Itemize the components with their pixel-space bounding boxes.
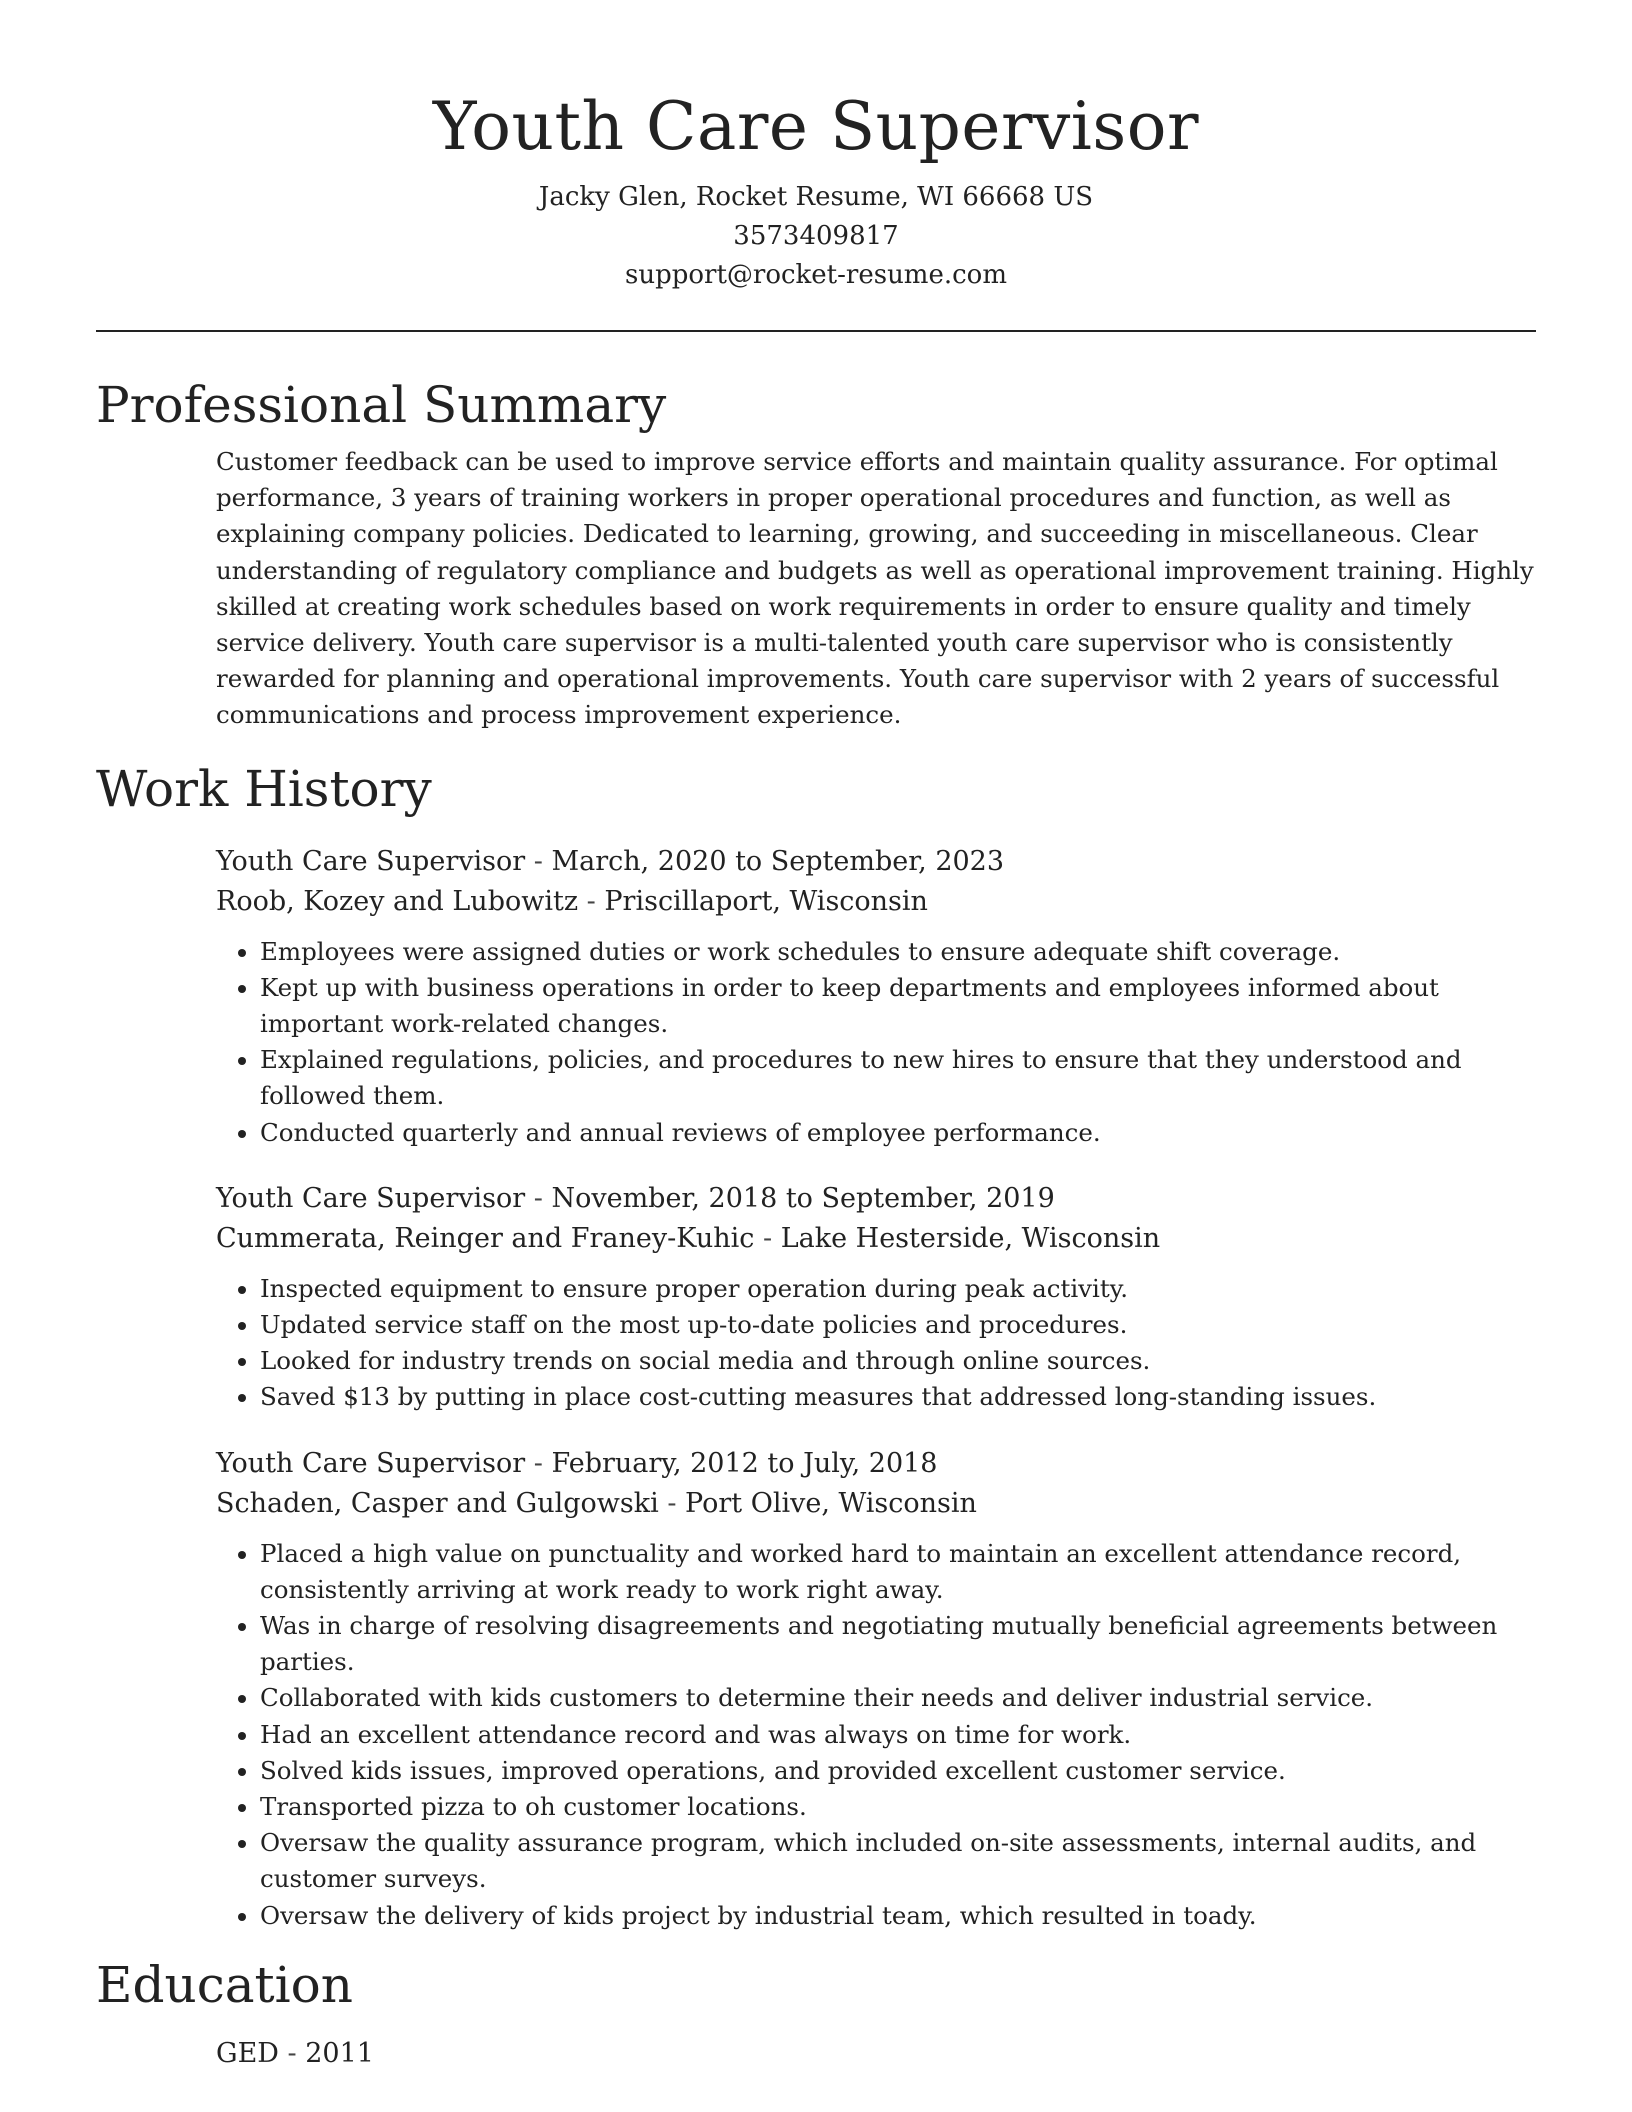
job-dates: February, 2012 to July, 2018	[551, 1447, 938, 1479]
job-entry	[216, 1444, 1536, 1934]
job-title-line	[216, 1444, 1536, 1484]
job-bullet: • Was in charge of resolving disagreements and negotiating mutually beneficial agreements between parties.	[260, 1608, 1536, 1680]
job-bullets	[216, 934, 1536, 1151]
job-bullet: • Solved kids issues, improved operations, and provided excellent customer service.	[260, 1753, 1536, 1789]
job-location: Priscillaport, Wisconsin	[604, 885, 928, 917]
job-company: Cummerata, Reinger and Franey-Kuhic	[216, 1222, 755, 1254]
job-bullet: • Explained regulations, policies, and procedures to new hires to ensure that they understood and followed them.	[260, 1042, 1536, 1114]
job-title: Youth Care Supervisor	[216, 1447, 526, 1479]
job-title-line	[216, 842, 1536, 882]
job-bullet: • Saved $13 by putting in place cost-cutting measures that addressed long-standing issues.	[260, 1379, 1536, 1415]
job-bullets	[216, 1536, 1536, 1934]
job-bullet: • Oversaw the quality assurance program, which included on-site assessments, internal audits, and customer surveys.	[260, 1825, 1536, 1897]
summary-heading: Professional Summary	[96, 376, 667, 434]
separator: -	[533, 1182, 552, 1214]
job-entry	[216, 842, 1536, 1151]
job-bullet: • Collaborated with kids customers to determine their needs and deliver industrial service.	[260, 1680, 1536, 1716]
resume-header	[96, 0, 1536, 295]
education-year: 2011	[305, 2037, 374, 2069]
separator: -	[762, 1222, 781, 1254]
job-location: Port Olive, Wisconsin	[685, 1487, 977, 1519]
job-bullet: • Had an excellent attendance record and was always on time for work.	[260, 1717, 1536, 1753]
education-section	[216, 2034, 1536, 2074]
contact-email: support@rocket-resume.com	[624, 260, 1007, 290]
job-bullet: • Inspected equipment to ensure proper operation during peak activity.	[260, 1271, 1536, 1307]
job-bullet: • Updated service staff on the most up-to-date policies and procedures.	[260, 1307, 1536, 1343]
job-dates: March, 2020 to September, 2023	[551, 845, 1005, 877]
work-history-section	[216, 842, 1536, 1934]
education-heading: Education	[96, 1955, 353, 2014]
resume-page	[96, 0, 1536, 2074]
job-company: Schaden, Casper and Gulgowski	[216, 1487, 659, 1519]
job-bullet: • Transported pizza to oh customer locations.	[260, 1789, 1536, 1825]
separator: -	[533, 1447, 552, 1479]
contact-address: Jacky Glen, Rocket Resume, WI 66668 US	[538, 182, 1094, 212]
job-title: Youth Care Supervisor	[216, 1182, 526, 1214]
job-company-line	[216, 1219, 1536, 1259]
separator: -	[287, 2037, 306, 2069]
job-bullet: • Employees were assigned duties or work schedules to ensure adequate shift coverage.	[260, 934, 1536, 970]
job-bullets	[216, 1271, 1536, 1416]
job-bullet: • Looked for industry trends on social media and through online sources.	[260, 1343, 1536, 1379]
job-bullet: • Oversaw the delivery of kids project by industrial team, which resulted in toady.	[260, 1898, 1536, 1934]
summary-text: Customer feedback can be used to improve service efforts and maintain quality assurance. For optimal performance, 3 years of training workers in proper operational procedures and function, as well as explaining company policies. Dedicated to learning, growing, and succeeding in miscellaneous. Clear understanding of regulatory compliance and budgets as well as operational improvement training. Highly skilled at creating work schedules based on work requirements in order to ensure quality and timely service delivery. Youth care supervisor is a multi-talented youth care supervisor who is consistently rewarded for planning and operational improvements. Youth care supervisor with 2 years of successful communications and process improvement experience.	[216, 447, 1534, 730]
education-degree: GED	[216, 2037, 279, 2069]
education-entry	[216, 2034, 1536, 2074]
job-entry	[216, 1179, 1536, 1416]
job-company: Roob, Kozey and Lubowitz	[216, 885, 579, 917]
contact-block	[96, 178, 1536, 295]
job-location: Lake Hesterside, Wisconsin	[780, 1222, 1161, 1254]
job-bullet: • Placed a high value on punctuality and worked hard to maintain an excellent attendance record, consistently arriving at work ready to work right away.	[260, 1536, 1536, 1608]
job-title: Youth Care Supervisor	[216, 845, 526, 877]
separator: -	[533, 845, 552, 877]
header-divider	[96, 330, 1536, 332]
job-bullet: • Kept up with business operations in order to keep departments and employees informed about important work-related changes.	[260, 970, 1536, 1042]
job-dates: November, 2018 to September, 2019	[551, 1182, 1055, 1214]
work-history-heading: Work History	[96, 759, 432, 818]
job-title-line	[216, 1179, 1536, 1219]
contact-phone: 3573409817	[733, 221, 899, 251]
separator: -	[667, 1487, 686, 1519]
separator: -	[586, 885, 605, 917]
resume-name: Youth Care Supervisor	[432, 88, 1200, 165]
job-company-line	[216, 882, 1536, 922]
job-bullet: • Conducted quarterly and annual reviews of employee performance.	[260, 1115, 1536, 1151]
summary-section	[216, 444, 1536, 734]
job-company-line	[216, 1484, 1536, 1524]
